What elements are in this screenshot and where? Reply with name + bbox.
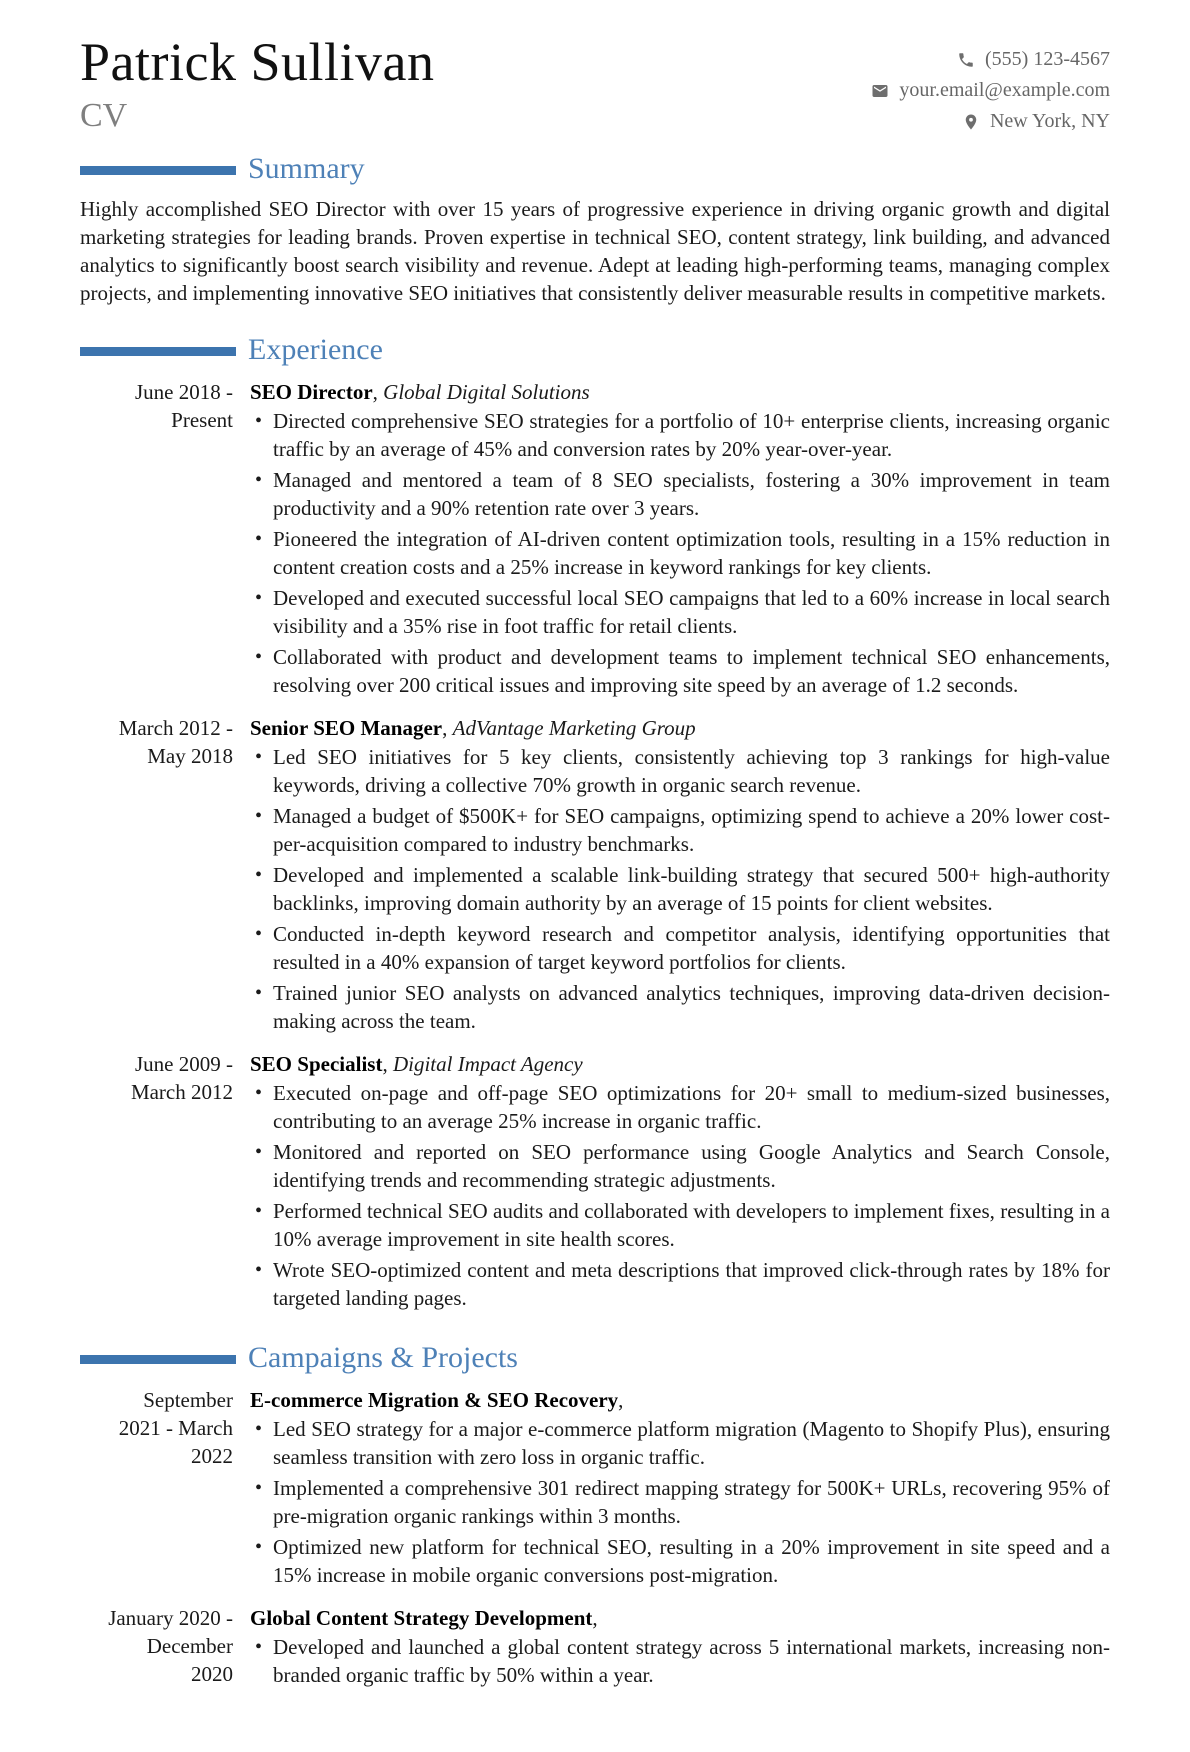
bullet-list	[250, 407, 1110, 699]
entry-heading	[250, 714, 1110, 742]
cv-header	[80, 34, 1110, 137]
bullet-item: • Wrote SEO-optimized content and meta descriptions that improved click-through rates by 18% for targeted landing pages.	[273, 1256, 1110, 1312]
entry-title: SEO Specialist	[250, 1052, 383, 1076]
section-accent-bar	[80, 166, 236, 175]
entry-heading	[250, 1386, 1110, 1414]
bullet-item: • Trained junior SEO analysts on advanced analytics techniques, improving data-driven decision-making across the team.	[273, 979, 1110, 1035]
bullet-item: • Managed a budget of $500K+ for SEO campaigns, optimizing spend to achieve a 20% lower cost-per-acquisition compared to industry benchmarks.	[273, 802, 1110, 858]
email-address: your.email@example.com	[899, 79, 1110, 101]
entry-title-separator: ,	[442, 716, 448, 740]
entry-organization: Digital Impact Agency	[392, 1052, 583, 1076]
contact-row-email	[871, 75, 1110, 106]
person-name: Patrick Sullivan	[80, 32, 435, 92]
bullet-item: • Managed and mentored a team of 8 SEO specialists, fostering a 30% improvement in team productivity and a 90% retention rate over 3 years.	[273, 466, 1110, 522]
bullet-list	[250, 743, 1110, 1035]
entry-title: Global Content Strategy Development	[250, 1606, 593, 1630]
bullet-item: • Conducted in-depth keyword research and competitor analysis, identifying opportunities that resulted in a 40% expansion of target keyword portfolios for clients.	[273, 920, 1110, 976]
bullet-item: • Monitored and reported on SEO performance using Google Analytics and Search Console, identifying trends and recommending strategic adjustments.	[273, 1138, 1110, 1194]
entry	[80, 1050, 1110, 1315]
contact-block	[871, 44, 1110, 137]
bullet-list	[250, 1415, 1110, 1589]
entry	[80, 1604, 1110, 1692]
section-title: Experience	[248, 333, 383, 366]
bullet-item: • Implemented a comprehensive 301 redirect mapping strategy for 500K+ URLs, recovering 95% of pre-migration organic rankings within 3 months.	[273, 1474, 1110, 1530]
entry	[80, 378, 1110, 702]
entry-organization: AdVantage Marketing Group	[452, 716, 696, 740]
section	[80, 333, 1110, 1315]
entry	[80, 714, 1110, 1038]
entry-title-separator: ,	[372, 380, 378, 404]
bullet-item: • Pioneered the integration of AI-driven content optimization tools, resulting in a 15% reduction in content creation costs and a 25% increase in keyword rankings for key clients.	[273, 525, 1110, 581]
entry-heading	[250, 1604, 1110, 1632]
location-icon	[962, 113, 980, 131]
phone-number: (555) 123-4567	[985, 48, 1110, 70]
bullet-item: • Led SEO strategy for a major e-commerce platform migration (Magento to Shopify Plus), ensuring seamless transition with zero loss in organic traffic.	[273, 1415, 1110, 1471]
section-heading	[80, 333, 1110, 366]
section-accent-bar	[80, 347, 236, 356]
section-title: Campaigns & Projects	[248, 1341, 518, 1374]
bullet-item: • Collaborated with product and development teams to implement technical SEO enhancements, resolving over 200 critical issues and improving site speed by an average of 1.2 seconds.	[273, 643, 1110, 699]
phone-icon	[957, 51, 975, 69]
location-text: New York, NY	[989, 110, 1110, 132]
entry-dates: September 2021 - March 2022	[118, 1388, 233, 1468]
bullet-item: • Directed comprehensive SEO strategies for a portfolio of 10+ enterprise clients, increasing organic traffic by an average of 45% and conversion rates by 20% year-over-year.	[273, 407, 1110, 463]
section-body	[80, 1386, 1110, 1692]
bullet-item: • Developed and implemented a scalable link-building strategy that secured 500+ high-authority backlinks, improving domain authority by an average of 15 points for client websites.	[273, 861, 1110, 917]
entry-dates: June 2009 - March 2012	[130, 1052, 233, 1104]
entry-dates: January 2020 - December 2020	[108, 1606, 233, 1686]
summary-paragraph: Highly accomplished SEO Director with over 15 years of progressive experience in driving organic growth and digital marketing strategies for leading brands. Proven expertise in technical SEO, content strategy, link building, and advanced analytics to significantly boost search visibility and revenue. Adept at leading high-performing teams, managing complex projects, and implementing innovative SEO initiatives that consistently deliver measurable results in competitive markets.	[80, 197, 1110, 305]
section	[80, 1341, 1110, 1692]
bullet-item: • Developed and executed successful local SEO campaigns that led to a 60% increase in local search visibility and a 35% rise in foot traffic for retail clients.	[273, 584, 1110, 640]
identity-block	[80, 34, 434, 133]
bullet-item: • Executed on-page and off-page SEO optimizations for 20+ small to medium-sized businesses, contributing to an average 25% increase in organic traffic.	[273, 1079, 1110, 1135]
section-body	[80, 195, 1110, 307]
entry-organization: Global Digital Solutions	[383, 380, 590, 404]
bullet-item: • Optimized new platform for technical SEO, resulting in a 20% improvement in site speed and a 15% increase in mobile organic conversions post-migration.	[273, 1533, 1110, 1589]
contact-row-location	[871, 106, 1110, 137]
entry-title-separator: ,	[382, 1052, 388, 1076]
section	[80, 152, 1110, 307]
bullet-list	[250, 1633, 1110, 1689]
entry-title: E-commerce Migration & SEO Recovery	[250, 1388, 619, 1412]
section-heading	[80, 1341, 1110, 1374]
entry-dates: March 2012 - May 2018	[118, 716, 233, 768]
entry-dates: June 2018 - Present	[135, 380, 233, 432]
cv-body	[80, 152, 1110, 1692]
section-title: Summary	[248, 152, 365, 185]
entry-title: Senior SEO Manager	[250, 716, 443, 740]
entry-title-separator: ,	[618, 1388, 624, 1412]
cv-subtitle: CV	[80, 97, 128, 135]
entry	[80, 1386, 1110, 1592]
entry-heading	[250, 378, 1110, 406]
entry-title: SEO Director	[250, 380, 373, 404]
section-body	[80, 378, 1110, 1315]
entry-heading	[250, 1050, 1110, 1078]
bullet-list	[250, 1079, 1110, 1312]
bullet-item: • Performed technical SEO audits and collaborated with developers to implement fixes, resulting in a 10% average improvement in site health scores.	[273, 1197, 1110, 1253]
bullet-item: • Developed and launched a global content strategy across 5 international markets, increasing non-branded organic traffic by 50% within a year.	[273, 1633, 1110, 1689]
contact-row-phone	[871, 44, 1110, 75]
bullet-item: • Led SEO initiatives for 5 key clients, consistently achieving top 3 rankings for high-value keywords, driving a collective 70% growth in organic search revenue.	[273, 743, 1110, 799]
section-heading	[80, 152, 1110, 185]
email-icon	[871, 82, 889, 100]
entry-title-separator: ,	[592, 1606, 598, 1630]
section-accent-bar	[80, 1355, 236, 1364]
